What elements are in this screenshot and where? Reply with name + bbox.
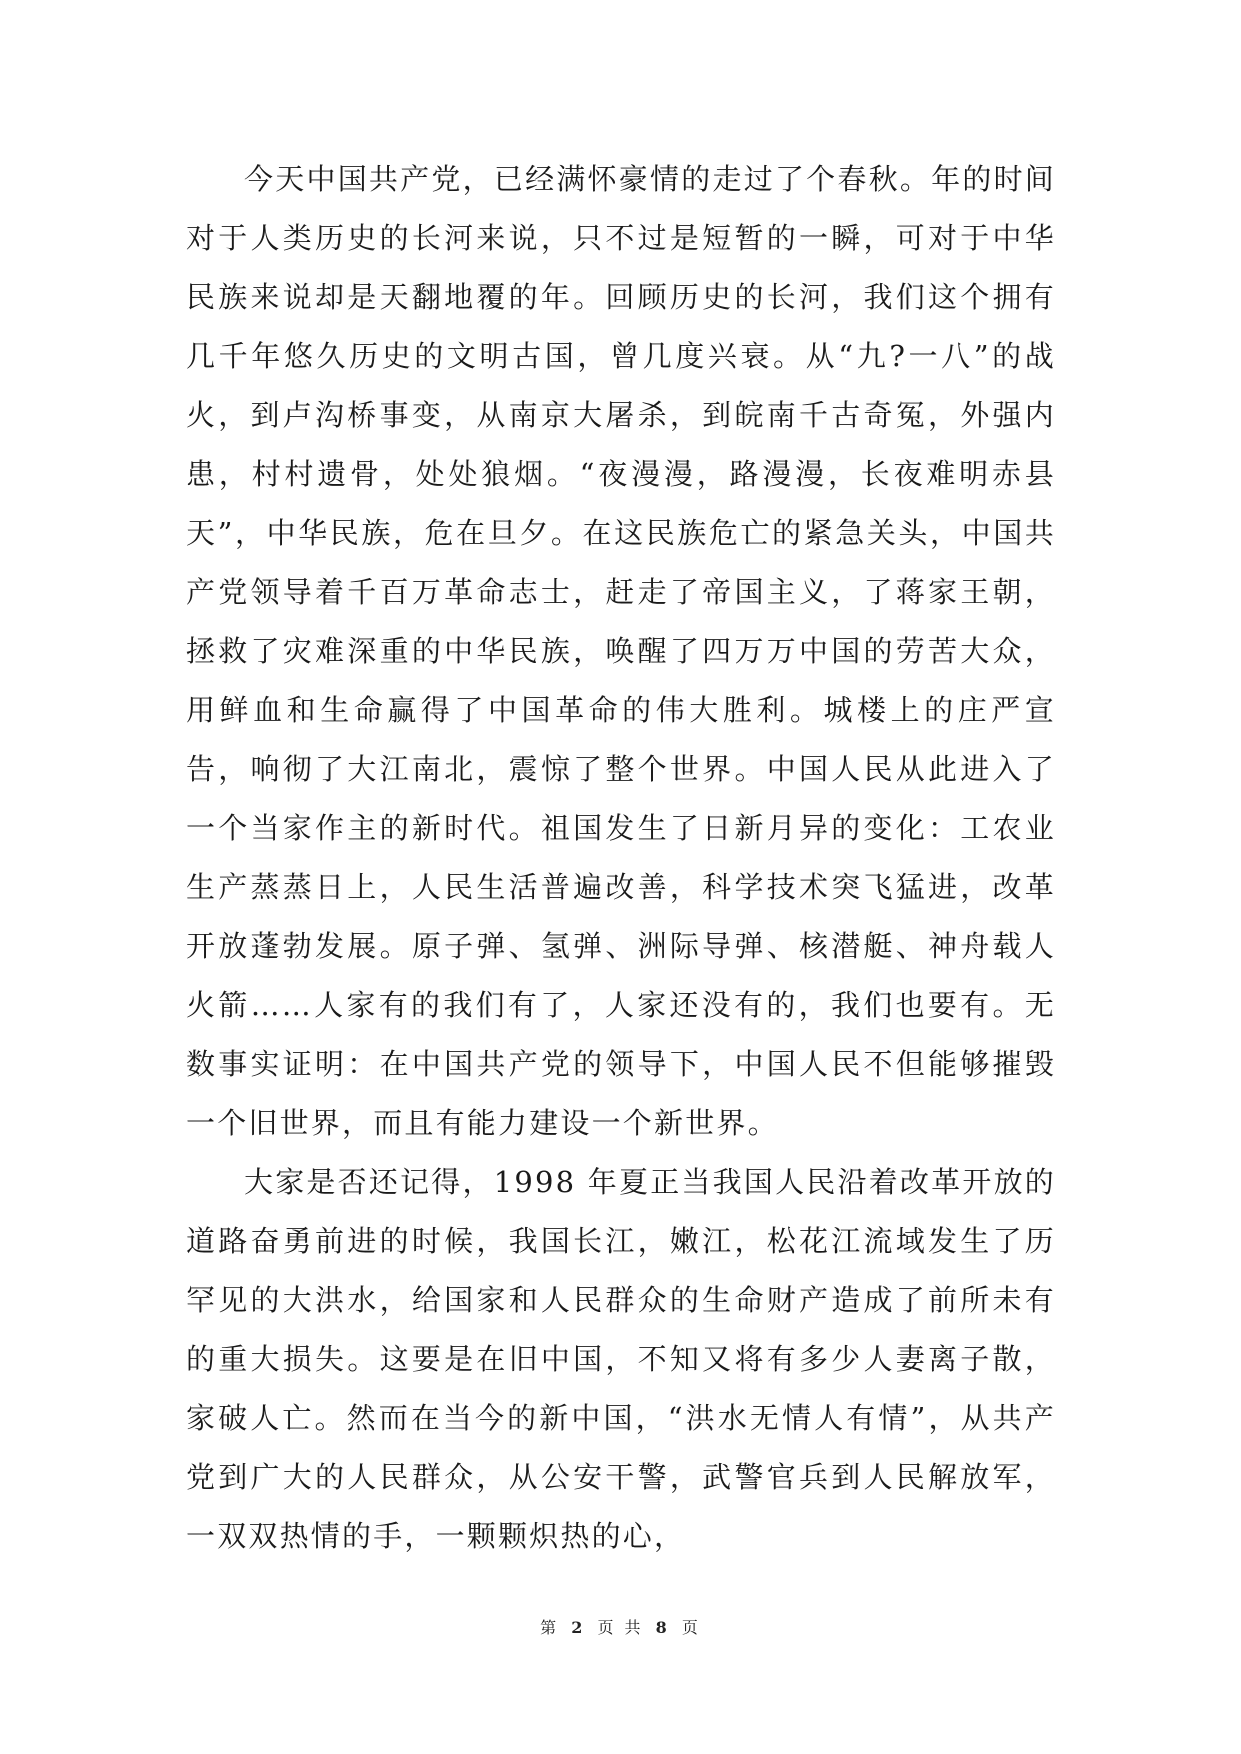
total-pages-number: 8 <box>655 1618 670 1637</box>
footer-prefix: 第 <box>540 1618 560 1637</box>
current-page-number: 2 <box>571 1618 586 1637</box>
paragraph-1: 今天中国共产党，已经满怀豪情的走过了个春秋。年的时间对于人类历史的长河来说，只不过是短暂的一瞬，可对于中华民族来说却是天翻地覆的年。回顾历史的长河，我们这个拥有几千年悠久历史的文明古国，曾几度兴衰。从“九?一八”的战火，到卢沟桥事变，从南京大屠杀，到皖南千古奇冤，外强内患，村村遗骨，处处狼烟。“夜漫漫，路漫漫，长夜难明赤县天”，中华民族，危在旦夕。在这民族危亡的紧急关头，中国共产党领导着千百万革命志士，赶走了帝国主义，了蒋家王朝，拯救了灾难深重的中华民族，唤醒了四万万中国的劳苦大众，用鲜血和生命赢得了中国革命的伟大胜利。城楼上的庄严宣告，响彻了大江南北，震惊了整个世界。中国人民从此进入了一个当家作主的新时代。祖国发生了日新月异的变化：工农业生产蒸蒸日上，人民生活普遍改善，科学技术突飞猛进，改革开放蓬勃发展。原子弹、氢弹、洲际导弹、核潜艇、神舟载人火箭……人家有的我们有了，人家还没有的，我们也要有。无数事实证明：在中国共产党的领导下，中国人民不但能够摧毁一个旧世界，而且有能力建设一个新世界。 <box>186 162 1056 1140</box>
footer-middle: 页 共 <box>597 1618 644 1637</box>
page-footer <box>0 1615 1241 1638</box>
footer-suffix: 页 <box>681 1618 701 1637</box>
document-body <box>186 150 1056 1566</box>
paragraph-2: 大家是否还记得，1998 年夏正当我国人民沿着改革开放的道路奋勇前进的时候，我国长江，嫩江，松花江流域发生了历罕见的大洪水，给国家和人民群众的生命财产造成了前所未有的重大损失。这要是在旧中国，不知又将有多少人妻离子散，家破人亡。然而在当今的新中国，“洪水无情人有情”，从共产党到广大的人民群众，从公安干警，武警官兵到人民解放军，一双双热情的手，一颗颗炽热的心， <box>186 1165 1056 1553</box>
